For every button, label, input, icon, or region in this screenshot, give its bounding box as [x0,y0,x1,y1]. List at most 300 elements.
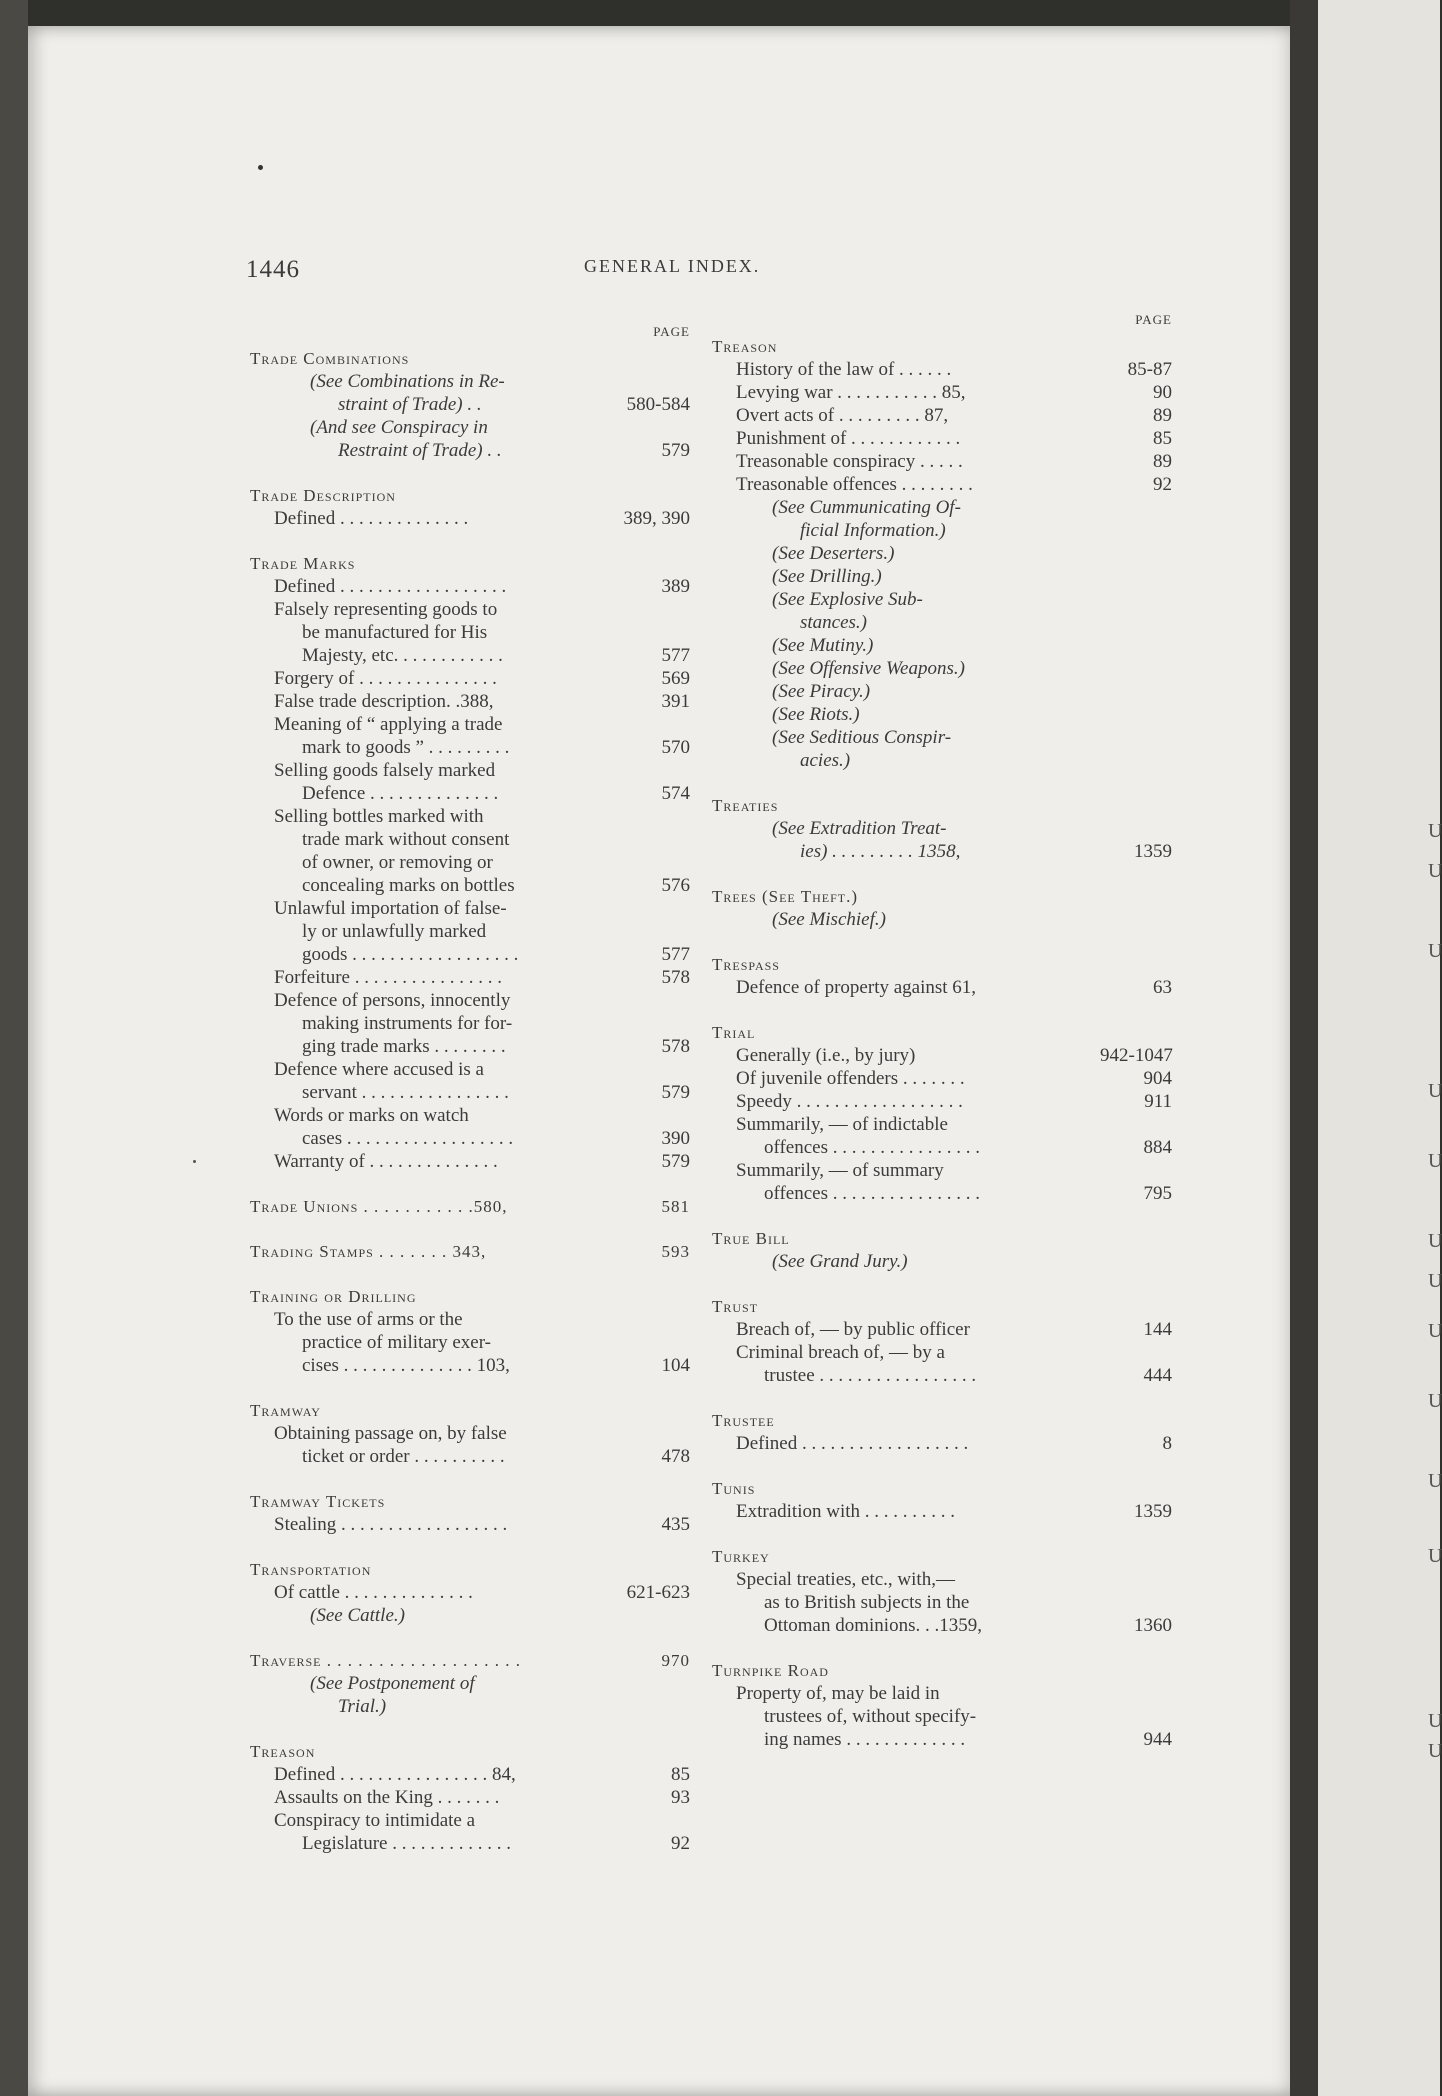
index-entry [712,358,1172,381]
index-entry [250,943,690,966]
entry-text: Trust [712,1297,759,1316]
index-entry [712,1568,1172,1591]
page-reference: 904 [1143,1068,1172,1089]
index-heading [250,552,690,575]
entry-text: (See Cummunicating Of- [772,497,961,518]
index-column-left [250,320,690,1855]
page-reference: 578 [661,1036,690,1057]
entry-text: Selling goods falsely marked [274,760,496,781]
entry-text: Summarily, — of summary [736,1160,944,1181]
index-entry [712,1705,1172,1728]
entry-text: Turnpike Road [712,1661,829,1680]
entry-text: Falsely representing goods to [274,599,498,620]
entry-text: Levying war . . . . . . . . . . . 85, [736,382,966,403]
entry-text: Trade Unions . . . . . . . . . . .580, [250,1197,508,1216]
entry-text: Defined . . . . . . . . . . . . . . . . . . [736,1433,969,1454]
index-entry [712,1182,1172,1205]
index-heading [250,1558,690,1581]
entry-text: ies) . . . . . . . . . 1358, [800,841,961,862]
page-reference: 574 [661,783,690,804]
entry-text: Speedy . . . . . . . . . . . . . . . . . . [736,1091,963,1112]
cross-reference [712,588,1172,611]
index-entry [250,1809,690,1832]
entry-text: servant . . . . . . . . . . . . . . . . [302,1082,509,1103]
entry-text: Treaties [712,796,779,815]
index-entry [250,782,690,805]
index-heading [250,347,690,370]
entry-text: straint of Trade) . . [338,394,482,415]
index-entry [712,1432,1172,1455]
entry-text: Unlawful importation of false- [274,898,507,919]
index-entry [712,381,1172,404]
index-heading [250,1649,690,1672]
cross-reference [712,749,1172,772]
entry-text: To the use of arms or the [274,1309,463,1330]
facing-page-letter: U [1428,1470,1442,1492]
page-reference: 85-87 [1127,359,1172,380]
index-entry [250,1150,690,1173]
entry-text: Treasonable offences . . . . . . . . [736,474,973,495]
page-reference: 970 [661,1651,690,1670]
index-entry [712,1364,1172,1387]
index-entry [712,1341,1172,1364]
entry-text: (See Seditious Conspir- [772,727,952,748]
cross-reference [250,1695,690,1718]
page-reference: 85 [1153,428,1172,449]
entry-text: ticket or order . . . . . . . . . . [302,1446,505,1467]
page-reference: 577 [661,944,690,965]
cross-reference [712,565,1172,588]
entry-text: Extradition with . . . . . . . . . . [736,1501,956,1522]
index-heading [712,1659,1172,1682]
cross-reference [250,416,690,439]
index-entry [250,667,690,690]
page-column-heading: PAGE [653,324,690,339]
page-reference: 1360 [1134,1615,1172,1636]
entry-text: Generally (i.e., by jury) [736,1045,916,1066]
page-reference: 795 [1143,1183,1172,1204]
entry-text: True Bill [712,1229,790,1248]
entry-text: Words or marks on watch [274,1105,469,1126]
page-reference: 621-623 [626,1582,690,1603]
index-heading [250,1399,690,1422]
page-reference: 579 [661,1151,690,1172]
index-entry [712,976,1172,999]
page-reference: 389, 390 [623,508,690,529]
index-heading [712,1409,1172,1432]
index-entry [250,1513,690,1536]
entry-text: Assaults on the King . . . . . . . [274,1787,500,1808]
entry-text: Selling bottles marked with [274,806,484,827]
entry-text: concealing marks on bottles [302,875,515,896]
index-entry [250,1035,690,1058]
facing-page-letter: U [1428,1320,1442,1342]
index-entry [250,1581,690,1604]
index-heading [712,1477,1172,1500]
entry-text: Trade Combinations [250,349,410,368]
entry-text: Tramway [250,1401,321,1420]
entry-text: ly or unlawfully marked [302,921,487,942]
entry-text: Tunis [712,1479,756,1498]
index-entry [712,427,1172,450]
index-entry [250,713,690,736]
cross-reference [250,1672,690,1695]
index-heading [712,1227,1172,1250]
entry-text: Ottoman dominions. . .1359, [764,1615,982,1636]
page-reference: 92 [671,1833,690,1854]
entry-text: Conspiracy to intimidate a [274,1810,476,1831]
index-heading [712,953,1172,976]
index-entry [250,989,690,1012]
index-heading [250,1285,690,1308]
page-reference: 85 [671,1764,690,1785]
entry-text: making instruments for for- [302,1013,513,1034]
index-heading [250,1240,690,1263]
page-reference: 89 [1153,405,1172,426]
page-reference: 577 [661,645,690,666]
entry-text: acies.) [800,750,851,771]
page-reference: 92 [1153,474,1172,495]
entry-text: Traverse . . . . . . . . . . . . . . . . . . . [250,1651,522,1670]
entry-text: Of juvenile offenders . . . . . . . [736,1068,965,1089]
entry-text: Trustee [712,1411,775,1430]
entry-text: be manufactured for His [302,622,488,643]
page-reference: 389 [661,576,690,597]
index-entry [250,851,690,874]
index-entry [712,1067,1172,1090]
cross-reference [712,726,1172,749]
cross-reference [250,393,690,416]
index-entry [250,1127,690,1150]
index-entry [712,1113,1172,1136]
index-entry [250,966,690,989]
index-entry [712,1591,1172,1614]
index-entry [712,450,1172,473]
entry-spacer [250,1377,690,1399]
index-entry [250,1081,690,1104]
entry-text: Forfeiture . . . . . . . . . . . . . . . . [274,967,502,988]
entry-text: (See Mutiny.) [772,635,874,656]
entry-text: Defined . . . . . . . . . . . . . . . . . . [274,576,507,597]
entry-text: Trial.) [338,1696,387,1717]
page-reference: 942-1047 [1100,1045,1173,1066]
facing-page-letter: U [1428,1270,1442,1292]
entry-spacer [250,1263,690,1285]
entry-spacer [712,1387,1172,1409]
page-reference: 1359 [1134,1501,1172,1522]
entry-text: Breach of, — by public officer [736,1319,970,1340]
index-heading [712,794,1172,817]
cross-reference [250,1604,690,1627]
facing-page-letter: U [1428,940,1442,962]
entry-text: (See Piracy.) [772,681,871,702]
index-entry [250,507,690,530]
entry-text: Summarily, — of indictable [736,1114,948,1135]
entry-text: (See Explosive Sub- [772,589,923,610]
entry-text: (See Grand Jury.) [772,1251,908,1272]
index-entry [712,1159,1172,1182]
index-heading [712,1295,1172,1318]
entry-text: (See Riots.) [772,704,860,725]
index-entry [250,1104,690,1127]
page-number: 1446 [246,256,300,283]
index-entry [250,1832,690,1855]
index-entry [712,1728,1172,1751]
entry-text: trustees of, without specify- [764,1706,977,1727]
entry-spacer [712,931,1172,953]
index-entry [250,736,690,759]
entry-text: Stealing . . . . . . . . . . . . . . . . . . [274,1514,508,1535]
entry-text: Overt acts of . . . . . . . . . 87, [736,405,949,426]
index-heading [250,1195,690,1218]
page-reference: 570 [661,737,690,758]
entry-text: ing names . . . . . . . . . . . . . [764,1729,966,1750]
entry-spacer [250,1536,690,1558]
entry-text: as to British subjects in the [764,1592,970,1613]
entry-text: Property of, may be laid in [736,1683,940,1704]
page-reference: 1359 [1134,841,1172,862]
page-reference: 89 [1153,451,1172,472]
entry-text: History of the law of . . . . . . [736,359,952,380]
entry-text: Criminal breach of, — by a [736,1342,945,1363]
entry-spacer [250,1627,690,1649]
entry-spacer [250,1718,690,1740]
entry-text: cases . . . . . . . . . . . . . . . . . . [302,1128,514,1149]
cross-reference [712,680,1172,703]
facing-page-letter: U [1428,1080,1442,1102]
book-left-edge [0,0,28,2096]
entry-text: Obtaining passage on, by false [274,1423,507,1444]
index-entry [712,1044,1172,1067]
entry-text: offences . . . . . . . . . . . . . . . . [764,1183,981,1204]
facing-page-letter: U [1428,1740,1442,1762]
page-reference: 390 [661,1128,690,1149]
entry-text: ging trade marks . . . . . . . . [302,1036,506,1057]
index-entry [250,1422,690,1445]
entry-text: of owner, or removing or [302,852,493,873]
ink-speck [193,1160,196,1163]
page-reference: 435 [661,1514,690,1535]
entry-text: Treason [712,337,778,356]
entry-text: (See Combinations in Re- [310,371,505,392]
page-reference: 104 [661,1355,690,1376]
index-heading [250,1740,690,1763]
entry-text: (See Mischief.) [772,909,886,930]
entry-text: (See Offensive Weapons.) [772,658,965,679]
page-reference: 90 [1153,382,1172,403]
facing-page-letter: U [1428,1710,1442,1732]
index-entry [712,1500,1172,1523]
entry-text: Trees (See Theft.) [712,887,858,906]
ink-speck [258,165,263,170]
entry-text: Defined . . . . . . . . . . . . . . [274,508,469,529]
cross-reference [712,634,1172,657]
index-entry [250,621,690,644]
cross-reference [712,542,1172,565]
cross-reference [712,519,1172,542]
page-reference: 579 [661,440,690,461]
entry-text: cises . . . . . . . . . . . . . . 103, [302,1355,510,1376]
page-column-heading: PAGE [1135,312,1172,327]
index-heading [712,1021,1172,1044]
index-entry [250,828,690,851]
index-entry [712,1136,1172,1159]
facing-page-letter: U [1428,1390,1442,1412]
index-entry [250,1354,690,1377]
entry-text: practice of military exer- [302,1332,491,1353]
entry-text: Defence of persons, innocently [274,990,511,1011]
page-reference: 576 [661,875,690,896]
index-entry [712,404,1172,427]
entry-text: (See Extradition Treat- [772,818,947,839]
entry-text: trade mark without consent [302,829,510,850]
index-entry [250,920,690,943]
entry-spacer [250,462,690,484]
index-entry [712,1614,1172,1637]
facing-page-letter: U [1428,1230,1442,1252]
page-reference: 569 [661,668,690,689]
cross-reference [250,370,690,393]
page-reference: 884 [1143,1137,1172,1158]
page-reference: 8 [1162,1433,1172,1454]
entry-text: Meaning of “ applying a trade [274,714,503,735]
facing-page-edge [1318,0,1440,2096]
page-reference: 911 [1144,1091,1172,1112]
index-heading [712,335,1172,358]
entry-text: Warranty of . . . . . . . . . . . . . . [274,1151,498,1172]
entry-spacer [712,863,1172,885]
entry-spacer [250,1173,690,1195]
entry-text: (See Drilling.) [772,566,882,587]
index-entry [250,1786,690,1809]
page-reference: 579 [661,1082,690,1103]
entry-text: Transportation [250,1560,372,1579]
entry-text: Trading Stamps . . . . . . . 343, [250,1242,487,1261]
entry-text: Trade Marks [250,554,356,573]
cross-reference [712,817,1172,840]
page-reference: 578 [661,967,690,988]
entry-text: trustee . . . . . . . . . . . . . . . . . [764,1365,977,1386]
cross-reference [712,496,1172,519]
index-entry [250,598,690,621]
entry-spacer [712,1455,1172,1477]
page-reference: 593 [661,1242,690,1261]
entry-text: Tramway Tickets [250,1492,386,1511]
facing-page-letter: U [1428,1545,1442,1567]
index-entry [712,1090,1172,1113]
entry-text: stances.) [800,612,868,633]
entry-text: mark to goods ” . . . . . . . . . [302,737,510,758]
entry-text: (And see Conspiracy in [310,417,488,438]
facing-page-letter: U [1428,1150,1442,1172]
index-entry [250,805,690,828]
entry-spacer [712,1273,1172,1295]
index-entry [250,1763,690,1786]
entry-text: Defined . . . . . . . . . . . . . . . . 84, [274,1764,516,1785]
index-entry [250,874,690,897]
index-heading [250,1490,690,1513]
entry-spacer [712,1523,1172,1545]
entry-spacer [250,1218,690,1240]
cross-reference [712,703,1172,726]
running-title: GENERAL INDEX. [584,256,761,276]
index-entry [712,1682,1172,1705]
facing-page-letter: U [1428,860,1442,882]
entry-spacer [712,1637,1172,1659]
entry-spacer [712,999,1172,1021]
entry-text: ficial Information.) [800,520,946,541]
page-reference: 93 [671,1787,690,1808]
entry-text: Of cattle . . . . . . . . . . . . . . [274,1582,473,1603]
index-heading [250,484,690,507]
entry-text: Punishment of . . . . . . . . . . . . [736,428,961,449]
entry-spacer [250,530,690,552]
entry-spacer [712,1205,1172,1227]
index-entry [250,644,690,667]
index-entry [250,690,690,713]
page-reference: 444 [1143,1365,1172,1386]
entry-text: Trial [712,1023,756,1042]
page-reference: 944 [1143,1729,1172,1750]
index-entry [250,575,690,598]
index-entry [712,473,1172,496]
entry-text: Legislature . . . . . . . . . . . . . [302,1833,511,1854]
page-reference: 581 [661,1197,690,1216]
entry-text: Trade Description [250,486,396,505]
entry-text: Turkey [712,1547,770,1566]
cross-reference [250,439,690,462]
index-entry [250,759,690,782]
cross-reference [712,611,1172,634]
index-entry [250,1331,690,1354]
entry-text: offences . . . . . . . . . . . . . . . . [764,1137,981,1158]
facing-page-letter: U [1428,820,1442,842]
page-reference: 391 [661,691,690,712]
entry-text: Majesty, etc. . . . . . . . . . . . [302,645,503,666]
page-reference: 580-584 [626,394,690,415]
entry-text: Defence where accused is a [274,1059,484,1080]
entry-text: Training or Drilling [250,1287,417,1306]
cross-reference [712,840,1172,863]
index-heading [712,885,1172,908]
page-reference: 478 [661,1446,690,1467]
entry-text: (See Deserters.) [772,543,895,564]
page-reference: 144 [1143,1319,1172,1340]
entry-text: goods . . . . . . . . . . . . . . . . . . [302,944,519,965]
index-entry [250,1308,690,1331]
entry-spacer [250,1468,690,1490]
entry-spacer [712,772,1172,794]
entry-text: Defence of property against 61, [736,977,977,998]
entry-text: Restraint of Trade) . . [338,440,502,461]
index-heading [712,1545,1172,1568]
cross-reference [712,657,1172,680]
index-entry [250,897,690,920]
page-reference: 63 [1153,977,1172,998]
cross-reference [712,1250,1172,1273]
index-entry [250,1058,690,1081]
index-entry [712,1318,1172,1341]
entry-text: Defence . . . . . . . . . . . . . . [302,783,499,804]
entry-text: Trespass [712,955,780,974]
cross-reference [712,908,1172,931]
entry-text: Forgery of . . . . . . . . . . . . . . . [274,668,497,689]
index-entry [250,1445,690,1468]
index-entry [250,1012,690,1035]
entry-text: Treasonable conspiracy . . . . . [736,451,963,472]
entry-text: Treason [250,1742,316,1761]
entry-text: Special treaties, etc., with,— [736,1569,955,1590]
